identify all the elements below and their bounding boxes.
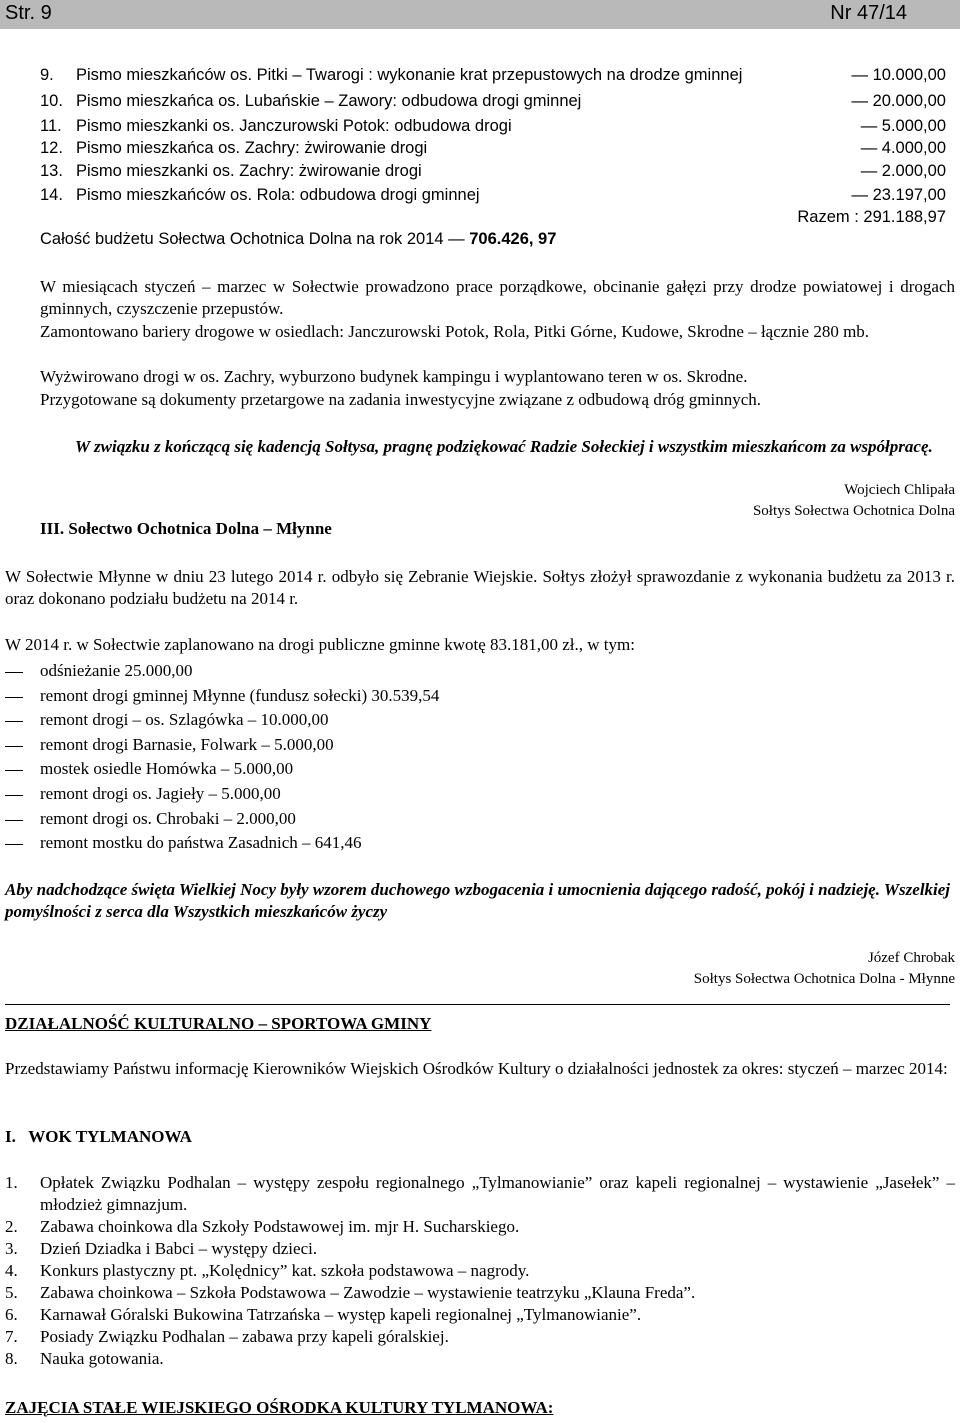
wok-list xyxy=(5,1172,955,1370)
budget-item: 9. Pismo mieszkańców os. Pitki – Twarogi : wykonanie krat przepustowych na drodze gminnej — 10.000,00 xyxy=(40,66,946,84)
paragraph: Zamontowano bariery drogowe w osiedlach: Janczurowski Potok, Rola, Pitki Górne, Kudowe, Skrodne – łącznie 280 mb. xyxy=(40,322,870,341)
budget-item: 10. Pismo mieszkańca os. Lubańskie – Zawory: odbudowa drogi gminnej — 20.000,00 xyxy=(40,92,946,110)
paragraph: Wyżwirowano drogi w os. Zachry, wyburzono budynek kampingu i wyplantowano teren w os. Skrodne. xyxy=(40,367,748,386)
budget-item: 11. Pismo mieszkanki os. Janczurowski Potok: odbudowa drogi — 5.000,00 xyxy=(40,117,946,135)
list-item: 3. Dzień Dziadka i Babci – występy dzieci. xyxy=(5,1239,318,1258)
footer-title: ZAJĘCIA STAŁE WIEJSKIEGO OŚRODKA KULTURY TYLMANOWA: xyxy=(5,1398,554,1417)
budget-item: 14. Pismo mieszkańców os. Rola: odbudowa drogi gminnej — 23.197,00 xyxy=(40,186,946,204)
list-item: 6. Karnawał Góralski Bukowina Tatrzańska – występ kapeli regionalnej „Tylmanowianie”. xyxy=(5,1305,642,1324)
budget-whole: Całość budżetu Sołectwa Ochotnica Dolna na rok 2014 — 706.426, 97 xyxy=(40,230,557,248)
section-title-mlynne: III. Sołectwo Ochotnica Dolna – Młynne xyxy=(40,519,332,538)
page-number: Str. 9 xyxy=(5,2,52,24)
list-item: 1. Opłatek Związku Podhalan – występy zespołu regionalnego „Tylmanowianie” oraz kapeli regionalnej – wystawienie „Jasełek” – młodzież gimnazjum. xyxy=(5,1173,955,1214)
list-item: 4. Konkurs plastyczny pt. „Kolędnicy” kat. szkoła podstawowa – nagrody. xyxy=(5,1261,530,1280)
list-item: 8. Nauka gotowania. xyxy=(5,1349,164,1368)
culture-intro: Przedstawiamy Państwu informację Kierowników Wiejskich Ośrodków Kultury o działalności jednostek za okres: styczeń – marzec 2014: xyxy=(5,1059,948,1078)
page-header xyxy=(0,0,960,29)
budget-item: 12. Pismo mieszkańca os. Zachry: żwirowanie drogi — 4.000,00 xyxy=(40,139,946,157)
thanks-note: W związku z kończącą się kadencją Sołtysa, pragnę podziękować Radzie Sołeckiej i wszystkim mieszkańcom za współpracę. xyxy=(75,437,933,456)
wok-title: I. WOK TYLMANOWA xyxy=(5,1127,192,1146)
culture-title: DZIAŁALNOŚĆ KULTURALNO – SPORTOWA GMINY xyxy=(5,1014,432,1033)
list-item: 5. Zabawa choinkowa – Szkoła Podstawowa – Zawodzie – wystawienie teatrzyku „Klauna Freda”. xyxy=(5,1283,696,1302)
budget-item: 13. Pismo mieszkanki os. Zachry: żwirowanie drogi — 2.000,00 xyxy=(40,162,946,180)
signature-chlipala: Wojciech Chlipała Sołtys Sołectwa Ochotnica Dolna xyxy=(752,482,955,519)
budget-total: Razem : 291.188,97 xyxy=(797,208,946,226)
issue-number: Nr 47/14 xyxy=(830,2,907,24)
paragraph: W miesiącach styczeń – marzec w Sołectwie prowadzono prace porządkowe, obcinanie gałęzi przy drodze powiatowej i drogach gminnych, czyszczenie przepustów. xyxy=(40,277,955,318)
paragraph: Przygotowane są dokumenty przetargowe na zadania inwestycyjne związane z odbudową dróg gminnych. xyxy=(40,390,761,409)
list-item: 7. Posiady Związku Podhalan – zabawa przy kapeli góralskiej. xyxy=(5,1327,449,1346)
easter-wish: Aby nadchodzące święta Wielkiej Nocy były wzorem duchowego wzbogacenia i umocnienia dającego radość, pokój i nadzieję. Wszelkiej pomyślności z serca dla Wszystkich mieszkańców życzy xyxy=(5,880,951,921)
mlynne-paragraph: W Sołectwie Młynne w dniu 23 lutego 2014 r. odbyło się Zebranie Wiejskie. Sołtys złożył sprawozdanie z wykonania budżetu za 2013 r. oraz dokonano podziału budżetu na 2014 r. xyxy=(5,567,955,608)
signature-chrobak: Józef Chrobak Sołtys Sołectwa Ochotnica Dolna - Młynne xyxy=(693,950,955,987)
mlynne-paragraph: W 2014 r. w Sołectwie zaplanowano na drogi publiczne gminne kwotę 83.181,00 zł., w tym: xyxy=(5,635,635,654)
divider xyxy=(5,1004,950,1005)
list-item: 2. Zabawa choinkowa dla Szkoły Podstawowej im. mjr H. Sucharskiego. xyxy=(5,1217,520,1236)
